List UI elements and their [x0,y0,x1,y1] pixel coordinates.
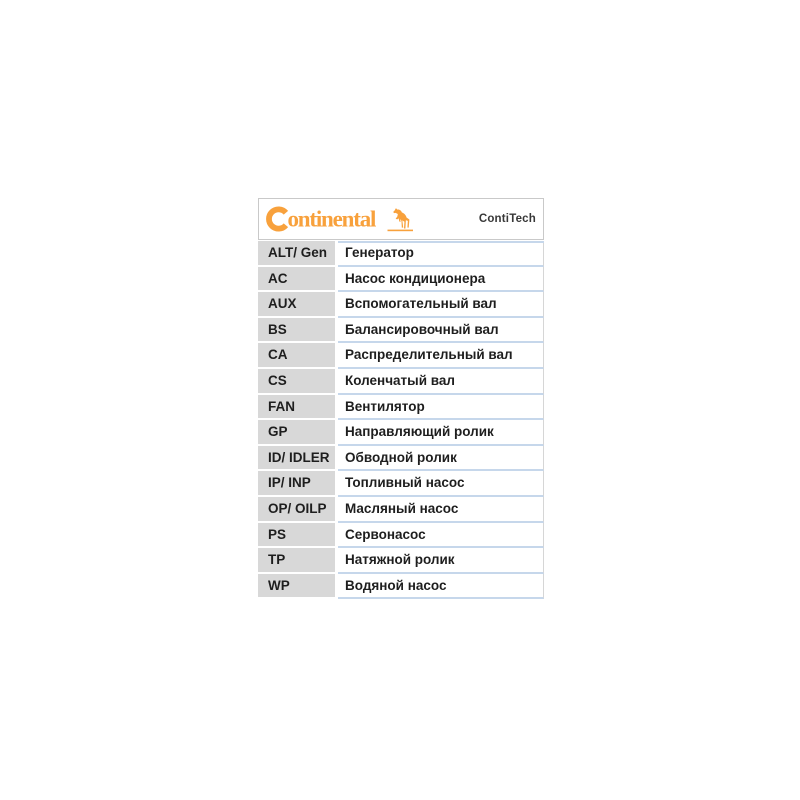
table-row [258,523,544,549]
table-row [258,241,544,267]
contitech-label: ContiTech [478,213,536,225]
row-desc: Водяной насос [338,574,544,600]
row-abbr: ALT/ Gen [258,241,335,267]
row-abbr: WP [258,574,335,600]
continental-horse-icon [393,208,409,228]
row-abbr: CA [258,343,335,369]
row-desc: Натяжной ролик [338,548,544,574]
row-desc: Насос кондиционера [338,267,544,293]
logo-underline [388,230,414,232]
table-row [258,343,544,369]
table-row [258,318,544,344]
table-row [258,574,544,600]
row-abbr: GP [258,420,335,446]
row-abbr: CS [258,369,335,395]
table-row [258,267,544,293]
row-abbr: OP/ OILP [258,497,335,523]
table-row [258,471,544,497]
table-row [258,446,544,472]
row-desc: Обводной ролик [338,446,544,472]
row-desc: Сервонасос [338,523,544,549]
legend-table [258,241,544,599]
row-desc: Генератор [338,241,544,267]
row-desc: Вспомогательный вал [338,292,544,318]
table-row [258,548,544,574]
row-abbr: AC [258,267,335,293]
row-abbr: BS [258,318,335,344]
table-row [258,369,544,395]
table-row [258,395,544,421]
table-top-border [338,241,544,243]
table-row [258,292,544,318]
row-abbr: AUX [258,292,335,318]
row-desc: Топливный насос [338,471,544,497]
content-block [258,198,544,599]
row-abbr: FAN [258,395,335,421]
table-row [258,420,544,446]
row-abbr: PS [258,523,335,549]
row-desc: Коленчатый вал [338,369,544,395]
row-desc: Масляный насос [338,497,544,523]
continental-c-icon [269,209,286,228]
row-abbr: ID/ IDLER [258,446,335,472]
brand-header [258,198,544,240]
continental-wordmark: ontinental [287,206,376,232]
row-abbr: IP/ INP [258,471,335,497]
row-desc: Распределительный вал [338,343,544,369]
row-desc: Балансировочный вал [338,318,544,344]
table-row [258,497,544,523]
legend-table-body [258,241,544,599]
row-abbr: TP [258,548,335,574]
continental-logo [266,204,416,234]
row-desc: Вентилятор [338,395,544,421]
row-desc: Направляющий ролик [338,420,544,446]
